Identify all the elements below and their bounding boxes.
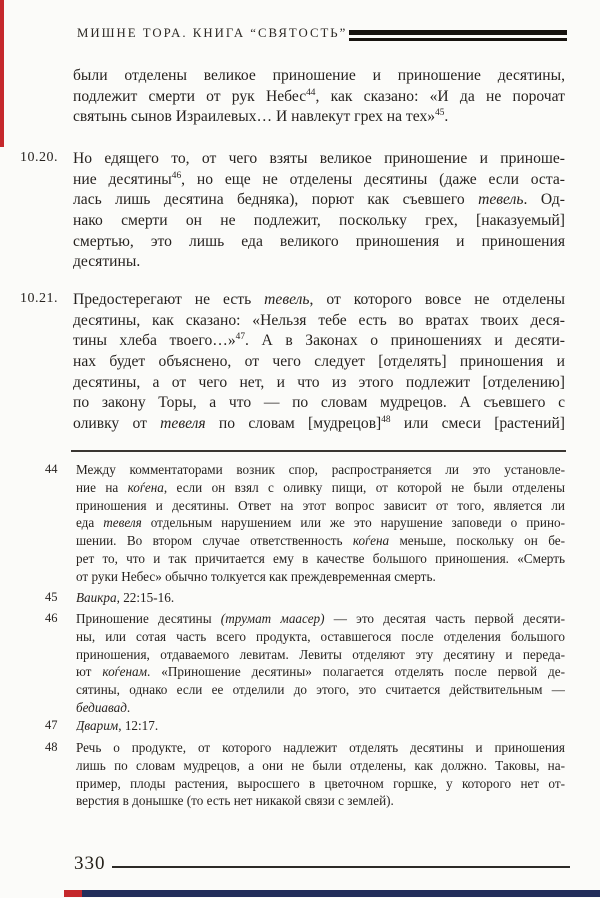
text-line: Приношение десятины (трумат маасер) — это десятая часть первой десяти- bbox=[76, 611, 565, 626]
footnote-47 bbox=[45, 717, 565, 735]
left-scan-edge-red-mark bbox=[0, 0, 4, 147]
footnote-48 bbox=[45, 739, 565, 810]
text-line: от руки Небес» обычно толкуется как преждевременная смерть. bbox=[76, 568, 436, 584]
text-line: шении. Во втором случае ответственность коѓена меньше, поскольку он бе- bbox=[76, 533, 565, 549]
footnote-number: 48 bbox=[45, 740, 58, 754]
footnote-44 bbox=[45, 461, 565, 586]
body-paragraph-10-20 bbox=[20, 149, 565, 273]
text-line: были отделены великое приношение и приношение десятины, bbox=[73, 67, 565, 84]
section-number: 10.20. bbox=[20, 150, 58, 165]
text-line: Между комментаторами возник спор, распространяется ли это установле- bbox=[76, 462, 565, 477]
text-line: Но едящего то, от чего взяты великое приношение и приноше- bbox=[73, 150, 565, 167]
text-line: нах будет объяснено, от чего следует [отделять] приношения и bbox=[73, 353, 565, 371]
text-line: Ваикра, 22:15-16. bbox=[76, 590, 175, 605]
text-line: ние на коѓена, если он взял с оливку пищи, от которой не были отделены bbox=[76, 479, 565, 495]
text-line: десятины, а от чего нет, и что из этого подлежит [отделению] bbox=[73, 373, 565, 391]
text-line: Предостерегают не есть тевель, от которого вовсе не отделены bbox=[73, 291, 565, 308]
text-line: подлежит смерти от рук Небес$^{44}$, как сказано: «И да не порочат bbox=[73, 87, 565, 105]
text-line: лишь по словам мудрецов, а они не были отделены, как должно. Таковы, на- bbox=[76, 757, 565, 773]
footer-rule bbox=[112, 866, 570, 868]
text-line: еда тевеля отдельным нарушением или же это нарушение заповеди о прино- bbox=[76, 515, 565, 531]
text-line: смертью, это лишь еда великого приношения и приношения bbox=[73, 232, 565, 250]
footnote-number: 46 bbox=[45, 611, 58, 625]
bottom-book-cover-edge bbox=[64, 890, 600, 897]
text-line: рет то, что и так причитается ему в качестве большого приношения. «Смерть bbox=[76, 550, 565, 566]
text-line: верстия в донышке (то есть нет никакой связи с землей). bbox=[76, 793, 394, 809]
body-paragraph-continuation bbox=[73, 66, 565, 128]
text-line: ны, или сотая часть всего продукта, оставшегося после отделения большого bbox=[76, 628, 565, 644]
text-line: нако смерти он не подлежит, поскольку грех, [наказуемый] bbox=[73, 212, 565, 230]
footnote-number: 47 bbox=[45, 718, 58, 732]
text-line: бедиавад. bbox=[76, 699, 131, 715]
footnote-46 bbox=[45, 610, 565, 717]
text-line: оливку от тевеля по словам [мудрецов]$^{48}$ или смеси [растений] bbox=[73, 414, 565, 433]
footnote-45 bbox=[45, 589, 565, 607]
text-line: ют коѓенам. «Приношение десятины» полагается отделять после первой де- bbox=[76, 664, 565, 680]
running-header: МИШНЕ ТОРА. КНИГА “СВЯТОСТЬ” bbox=[77, 26, 348, 40]
text-line: приношения и десятины. Ответ на этот вопрос зависит от того, является ли bbox=[76, 497, 565, 513]
text-line: по закону Торы, а что — по словам мудрецов. А съевшего с bbox=[73, 394, 565, 412]
footnote-separator-rule bbox=[71, 450, 566, 452]
section-number: 10.21. bbox=[20, 291, 58, 306]
page-number: 330 bbox=[74, 853, 106, 874]
text-line: тины хлеба твоего…»$^{47}$. А в Законах о приношениях и десяти- bbox=[73, 332, 565, 350]
text-line: десятины. bbox=[73, 253, 141, 271]
text-line: Речь о продукте, от которого надлежит отделять десятины и приношения bbox=[76, 740, 565, 755]
text-line: пример, плоды растения, выросшего в цветочном горшке, у которого нет от- bbox=[76, 775, 565, 791]
header-double-rule bbox=[349, 30, 567, 41]
bottom-scan-edge-red-mark bbox=[64, 890, 82, 897]
text-line: десятины, как сказано: «Нельзя тебе есть во вратах твоих деся- bbox=[73, 311, 565, 329]
text-line: лась лишь десятина бедняка), порют как съевшего тевель. Од- bbox=[73, 191, 565, 209]
text-line: святынь сынов Израилевых… И навлекут грех на тех»$^{45}$. bbox=[73, 108, 449, 126]
body-paragraph-10-21 bbox=[20, 290, 565, 435]
footnote-number: 45 bbox=[45, 590, 58, 604]
text-line: приношения, отдаваемого левитам. Левиты отделяют эту десятину и переда- bbox=[76, 646, 565, 662]
text-line: сятины, однако если ее отделили до этого, это считается действительным — bbox=[76, 682, 565, 698]
text-line: ние десятины$^{46}$, но еще не отделены десятины (даже если оста- bbox=[73, 170, 565, 188]
text-line: Дварим, 12:17. bbox=[76, 718, 159, 733]
footnote-number: 44 bbox=[45, 462, 58, 476]
